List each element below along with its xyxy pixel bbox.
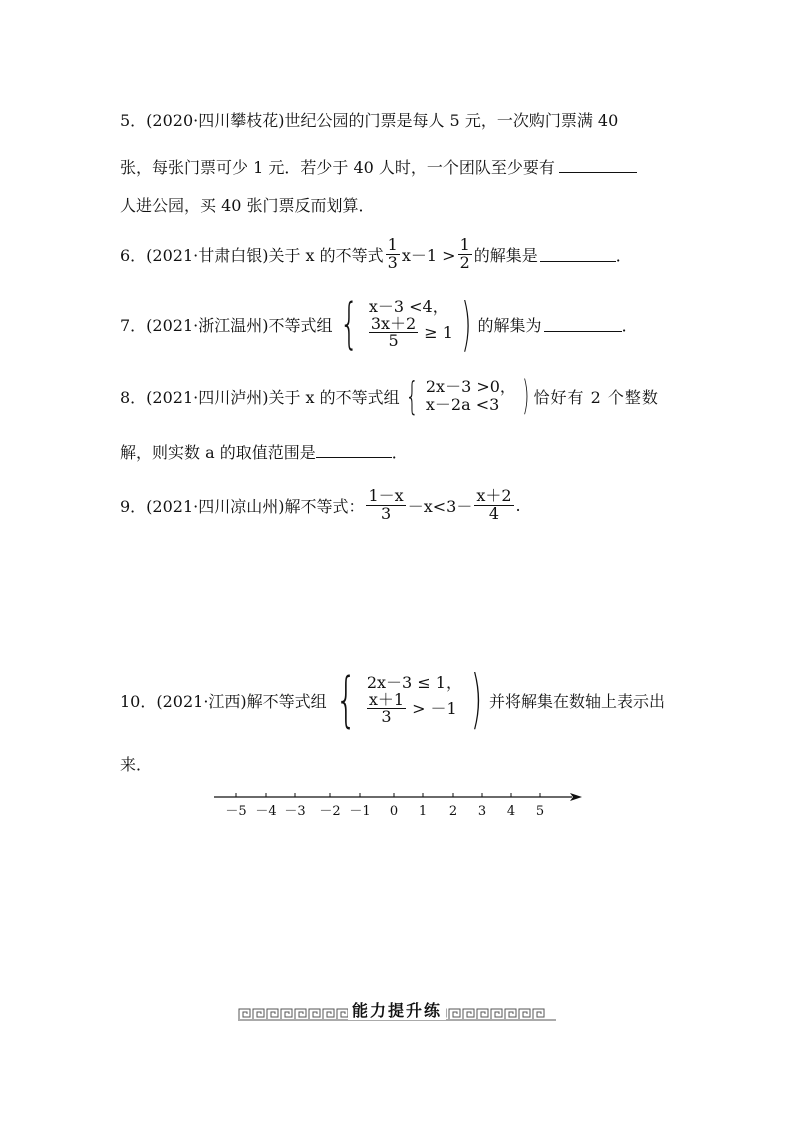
number-line-tick-label: 1 <box>418 804 428 819</box>
fraction: $\frac{3x+2}{5}$ <box>370 313 417 351</box>
number-line-tick-label: －5 <box>225 804 247 819</box>
left-brace: { <box>340 292 360 355</box>
answer-blank[interactable] <box>316 443 392 458</box>
fraction: $\frac{x+1}{3}$ <box>368 689 405 727</box>
problem-5-line-3: 人进公园，买 40 张门票反而划算． <box>120 196 375 215</box>
number-line-tick-label: －2 <box>319 804 341 819</box>
problem-6: 6．(2021·甘肃白银)关于 x 的不等式 $\frac{1}{3}$ x－1 > $\frac{1}{2}$ 的解集是 ． <box>120 234 632 272</box>
inequality-system: { 2x－3 >0， x－2a <3 ) <box>405 373 530 419</box>
section-heading-title: 能力提升练 <box>238 998 556 1021</box>
left-brace: { <box>405 374 419 418</box>
number-line-tick-label: 2 <box>448 804 458 819</box>
problem-7: 7．(2021·浙江温州)不等式组 { x－3 <4， $\frac{3x+2}{5}$ ≥ 1 ) 的解集为 ． <box>120 290 638 358</box>
fraction: $\frac{1}{3}$ <box>387 234 398 272</box>
inequality-system: { 2x－3 ≤ 1， $\frac{x+1}{3}$ > －1 ) <box>335 663 483 737</box>
answer-blank[interactable] <box>559 158 637 173</box>
number-line-tick-label: 5 <box>535 804 545 819</box>
problem-9: 9．(2021·四川凉山州)解不等式： $\frac{1-x}{3}$ －x<3－ $\frac{x+2}{4}$ . <box>120 485 521 523</box>
number-line-tick-label: －4 <box>255 804 277 819</box>
number-line-tick-label: －1 <box>349 804 371 819</box>
fraction: $\frac{1}{2}$ <box>459 234 470 272</box>
inequality-system: { x－3 <4， $\frac{3x+2}{5}$ ≥ 1 ) <box>340 290 472 358</box>
problem-5-line-2: 张，每张门票可少 1 元．若少于 40 人时，一个团队至少要有 <box>120 155 637 178</box>
problem-5-line-1: 5．(2020·四川攀枝花)世纪公园的门票是每人 5 元，一次购门票满 40 <box>120 111 619 130</box>
number-line-tick-label: 0 <box>389 804 399 819</box>
number-line <box>0 780 794 830</box>
number-line-tick-label: 3 <box>477 804 487 819</box>
answer-blank[interactable] <box>544 317 622 332</box>
right-paren: ) <box>522 373 530 419</box>
answer-blank[interactable] <box>540 247 616 262</box>
right-paren: ) <box>461 290 472 358</box>
number-line-tick-label: 4 <box>506 804 516 819</box>
left-brace: { <box>335 665 357 735</box>
number-line-tick-label: －3 <box>284 804 306 819</box>
problem-10-line-2: 来． <box>120 755 153 774</box>
section-heading <box>238 998 556 1026</box>
fraction: $\frac{1-x}{3}$ <box>368 485 404 523</box>
right-paren: ) <box>470 663 483 737</box>
problem-10-line-1: 10．(2021·江西)解不等式组 { 2x－3 ≤ 1， $\frac{x+1}{3}$ > －1 ) 并将解集在数轴上表示出 <box>120 663 665 737</box>
problem-8-line-2: 解，则实数 a 的取值范围是 ． <box>120 443 408 462</box>
problem-8-line-1: 8．(2021·四川泸州)关于 x 的不等式组 { 2x－3 >0， x－2a <3 ) 恰好有 2 个整数 <box>120 373 659 419</box>
fraction: $\frac{x+2}{4}$ <box>476 485 512 523</box>
